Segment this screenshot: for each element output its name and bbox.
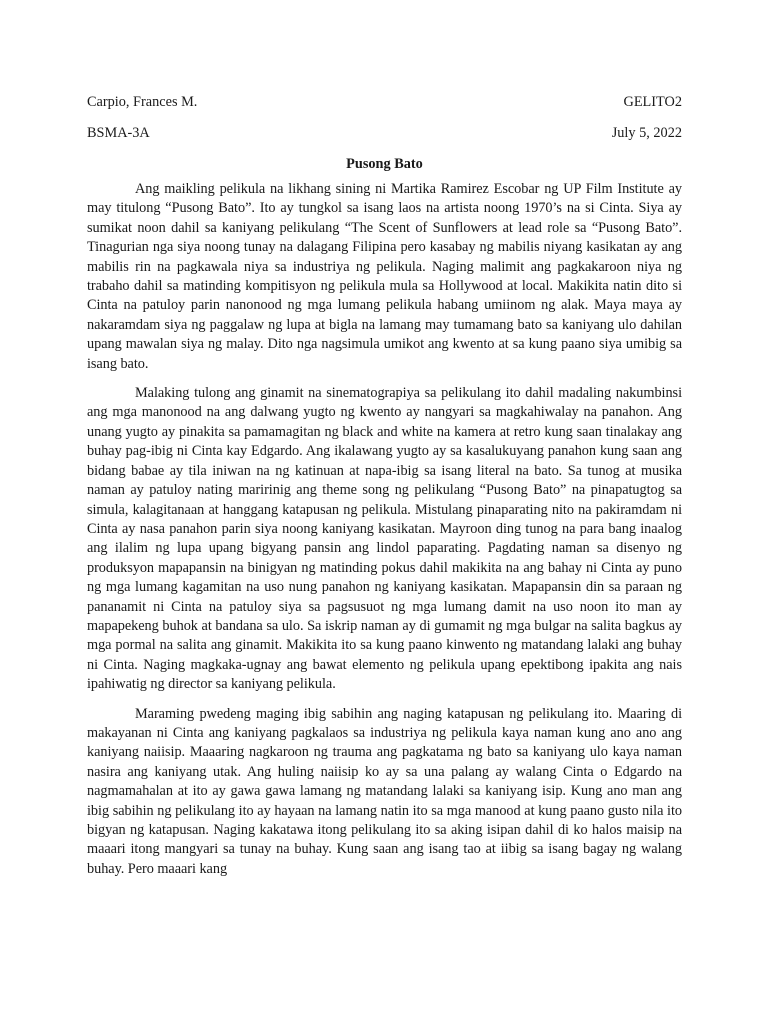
- paragraph-3: Maraming pwedeng maging ibig sabihin ang naging katapusan ng pelikulang ito. Maaring di makayanan ni Cinta ang kaniyang pagkalaos sa industriya ng pelikula kaya naman kung ano ano ang kaniyang naiisip. Maaaring nagkaroon ng trauma ang pagkatama ng bato sa kaniyang ulo kaya naman nasira ang kaniyang utak. Ang huling naiisip ko ay sa una palang ay walang Cinta o Edgardo na nagmamahalan at ito ay gawa gawa lamang ng matandang lalaki sa kaniyang isip. Kung ano man ang ibig sabihin ng pelikulang ito ay hayaan na lamang natin ito sa mga manood at kung paano gusto nila ito bigyan ng katapusan. Naging kakatawa itong pelikulang ito sa aking isipan dahil di ko halos maisip na maaari itong mangyari sa tunay na buhay. Kung saan ang isang tao at iibig sa isang bagay ng walang buhay. Pero maaari kang: [87, 705, 682, 877]
- header-row-2: [87, 124, 682, 142]
- course-code: GELITO2: [623, 94, 682, 110]
- author-name: Carpio, Frances M.: [87, 94, 198, 110]
- section-label: BSMA-3A: [87, 125, 150, 141]
- document-title: Pusong Bato: [346, 156, 423, 172]
- paragraph-2: Malaking tulong ang ginamit na sinematograpiya sa pelikulang ito dahil madaling nakumbinsi ang mga manonood na ang dalwang yugto ng kwento ay nangyari sa magkahiwalay na panahon. Ang unang yugto ay pinakita sa pamamagitan ng black and white na kamera at retro kung saan tinalakay ang buhay pag-ibig ni Cinta kay Edgardo. Ang ikalawang yugto ay sa kasalukuyang panahon kung saan ang bidang babae ay tila iniwan na ng katinuan at napa-ibig sa isang literal na bato. Sa tunog at musika naman ay patuloy nating maririnig ang theme song ng pelikulang “Pusong Bato” na pinapatugtog sa simula, kalagitanaan at hanggang katapusan ng pelikula. Mistulang pinaparating nito na pakiramdam ni Cinta ay nasa panahon parin siya noong kaniyang kasikatan. Mayroon ding tunog na para bang inaalog ang ilalim ng lupa upang bigyang pansin ang lindol paparating. Pagdating naman sa disenyo ng produksyon mapapansin na binigyan ng matinding pokus dahil makikita na ang bahay ni Cinta ay puno ng mga lumang kagamitan na uso nung panahon ng kaniyang kasikatan. Mapapansin din sa paraan ng pananamit ni Cinta na patuloy siya sa pagsusuot ng mga lumang damit na uso noon ito man ay mapapekeng buhok at bandana sa ulo. Sa iskrip naman ay di gumamit ng mga bulgar na salita bagkus ay mga pormal na salita ang ginamit. Makikita ito sa kung paano kinwento ng matandang lalaki ang buhay ni Cinta. Naging magkaka-ugnay ang bawat elemento ng pelikula upang epektibong ipakita ang nais ipahiwatig ng director sa kaniyang pelikula.: [87, 385, 682, 693]
- paragraph-1: Ang maikling pelikula na likhang sining ni Martika Ramirez Escobar ng UP Film Institute ay may titulong “Pusong Bato”. Ito ay tungkol sa isang laos na artista noong 1970’s na si Cinta. Siya ay sumikat noon dahil sa kaniyang pelikulang “The Scent of Sunflowers at lead role sa “Pusong Bato”. Tinagurian nga siya noong tunay na dalagang Filipina pero kasabay ng mabilis niyang kasikatan ay ang mabilis rin na pagkawala niya sa industriya ng pelikula. Naging malimit ang pagkakaroon niya ng trabaho dahil sa matinding kompitisyon ng pelikula mula sa Hollywood at local. Makikita natin dito si Cinta na patuloy parin nanonood ng mga lumang pelikula habang umiinom ng alak. Maya maya ay nakaramdam siya ng paggalaw ng lupa at bigla na lamang may tumamang bato sa kaniyang ulo dahilan upang mawalan siya ng malay. Dito nga nagsimula umikot ang kwento at sa kung paano siya umibig sa isang bato.: [87, 181, 682, 372]
- header-row-1: [87, 93, 682, 111]
- document-date: July 5, 2022: [611, 125, 682, 141]
